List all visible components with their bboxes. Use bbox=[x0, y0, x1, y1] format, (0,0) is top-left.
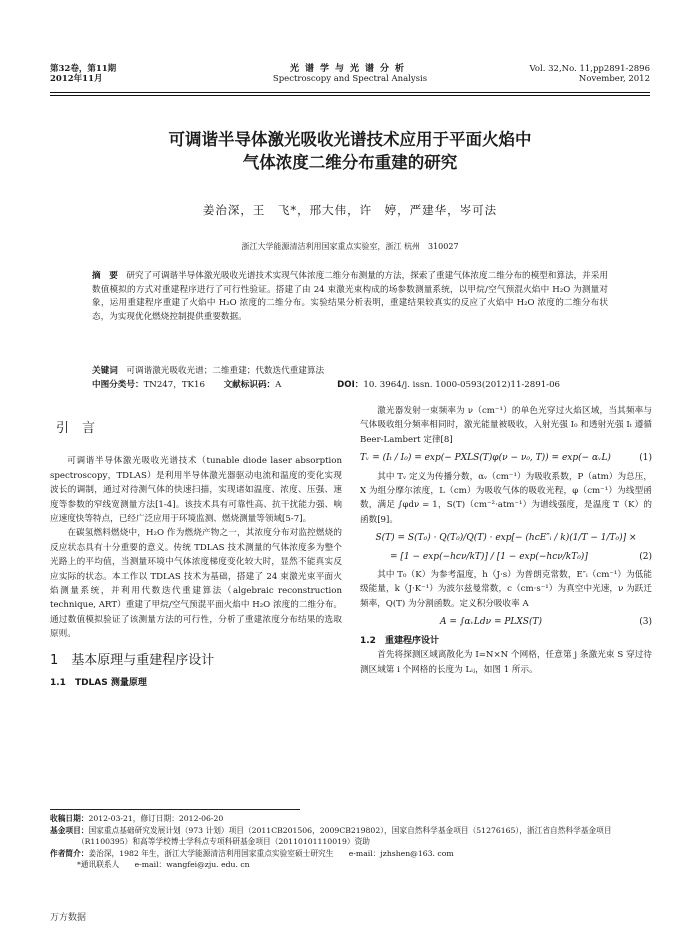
intro-paragraph-1: 可调谐半导体激光吸收光谱技术（tunable diode laser absorption spectroscopy，TDLAS）是利用半导体激光器驱动电流和温度的变化实现波长的调制，通过对待测气体的快速扫描，实现诸如温度、浓度、压强、速度等参数的窄线宽测量方法[1-4]。该技术具有可靠性高、抗干扰能力强、响应速度快等特点，已经广泛应用于环境监测、燃烧测量等领域[5-7]。 bbox=[50, 456, 342, 525]
section-1-1-heading: 1.1 TDLAS 测量原理 bbox=[50, 678, 147, 689]
right-paragraph-4: 首先将探测区域离散化为 I=N×N 个网格，任意第 j 条激光束 S 穿过待测区域第 i 个网格的长度为 Lᵢⱼ，如图 1 所示。 bbox=[360, 650, 652, 675]
keywords-label: 关键词 bbox=[92, 366, 118, 376]
keywords-text: 可调谐激光吸收光谱；二维重建；代数迭代重建算法 bbox=[126, 366, 325, 376]
corresponding-author: *通讯联系人 e-mail：wangfei@zju. edu. cn bbox=[76, 860, 250, 870]
funding: 基金项目：国家重点基础研究发展计划（973 计划）项目（2011CB201506，2009CB219802），国家自然科学基金项目（51276165），浙江省自然科学基金项目（R1100395）和高等学校博士学科点专项科研基金项目（20110101110019）资助 bbox=[50, 825, 612, 847]
clc-value: TN247，TK16 bbox=[143, 379, 205, 390]
section-1-2-heading: 1.2 重建程序设计 bbox=[360, 635, 439, 646]
equation-2-number: (2) bbox=[639, 551, 652, 562]
author-bio: 作者简介：姜治深，1982 年生，浙江大学能源清洁利用国家重点实验室硕士研究生 e-mail：jzhshen@163. com bbox=[50, 848, 454, 858]
keywords-block bbox=[92, 365, 608, 392]
keywords-line bbox=[92, 365, 608, 379]
header-journal-name: 光谱学与光谱分析 Spectroscopy and Spectral Analysis bbox=[272, 64, 428, 84]
header-volume-en: Vol. 32,No. 11,pp2891-2896 November, 2012 bbox=[529, 64, 650, 84]
header-rule-thick bbox=[50, 92, 650, 93]
equation-1-body: Tᵥ = (Iₜ / I₀) = exp(− PXLS(T)φ(ν − ν₀, T)) = exp(− αᵥL) bbox=[360, 453, 611, 464]
left-column bbox=[50, 404, 342, 691]
received-date: 收稿日期：2012-03-21，修订日期：2012-06-20 bbox=[50, 814, 224, 823]
section-1-heading: 1 基本原理与重建程序设计 bbox=[50, 652, 215, 668]
header-volume-zh: 第32卷，第11期 2012年11月 bbox=[50, 64, 117, 84]
right-column bbox=[360, 404, 652, 677]
doc-code-value: A bbox=[275, 379, 282, 390]
doc-code-label: 文献标识码： bbox=[223, 379, 276, 390]
abstract-label: 摘 要 bbox=[92, 271, 118, 281]
footnote-rule bbox=[50, 809, 300, 810]
header-rule-thin bbox=[50, 95, 650, 96]
equation-2b bbox=[360, 550, 652, 564]
abstract bbox=[92, 270, 608, 324]
abstract-text: 研究了可调谐半导体激光吸收光谱技术实现气体浓度二维分布测量的方法，探索了重建气体浓度二维分布的模型和算法，并采用数值模拟的方式对重建程序进行了可行性验证。搭建了由 24 束激光束构成的场参数测量系统，以甲烷/空气预混火焰中 H₂O 为测量对象，运用重建程序重建了火焰中 H₂O 浓度的二维分布。实验结果分析表明，重建结果较真实的反应了火焰中 H₂O 浓度的二维分布状态，为实现优化燃烧控制提供重要数据。 bbox=[92, 271, 608, 322]
equation-3-number: (3) bbox=[639, 617, 652, 628]
equation-2a bbox=[360, 531, 652, 545]
right-paragraph-2: 其中 Tᵥ 定义为传播分数，αᵥ（cm⁻¹）为吸收系数，P（atm）为总压，X 为组分摩尔浓度，L（cm）为吸收气体的吸收光程，φ（cm⁻¹）为线型函数，满足 ∫φdν = 1，S(T)（cm⁻²·atm⁻¹）为谱线强度，是温度 T（K）的函数[9]。 bbox=[360, 471, 652, 525]
intro-heading: 引 言 bbox=[56, 421, 96, 436]
journal-header bbox=[50, 64, 650, 90]
clc-label: 中图分类号： bbox=[92, 379, 144, 390]
equation-3 bbox=[360, 615, 652, 629]
equation-1 bbox=[360, 451, 652, 465]
affiliation: 浙江大学能源清洁利用国家重点实验室，浙江 杭州 310027 bbox=[241, 242, 459, 251]
intro-paragraph-2: 在碳氢燃料燃烧中，H₂O 作为燃烧产物之一，其浓度分布对监控燃烧的反应状态具有十分重要的意义。传统 TDLAS 技术测量的气体浓度多为整个光路上的平均值，当测量环境中气体浓度梯度变化较大时，显然不能真实反应实际的状态。本工作以 TDLAS 技术为基础，搭建了 24 束激光束平面火焰测量系统，并利用代数迭代重建算法（algebraic reconstruction technique, ART）重建了甲烷/空气预混平面火焰中 H₂O 浓度的二维分布。通过数值模拟验证了该测量方法的可行性，分析了重建浓度分布结果的选取原则。 bbox=[50, 528, 342, 640]
author-list: 姜治深，王 飞*，邢大伟，许 婷，严建华，岑可法 bbox=[202, 203, 498, 217]
footnotes bbox=[50, 813, 650, 871]
doi-value: 10. 3964/j. issn. 1000-0593(2012)11-2891-06 bbox=[363, 379, 561, 390]
equation-2b-body: = [1 − exp(−hcν/kT)] / [1 − exp(−hcν/kT₀)] bbox=[390, 551, 588, 562]
equation-1-number: (1) bbox=[639, 453, 652, 464]
paper-title: 可调谐半导体激光吸收光谱技术应用于平面火焰中 气体浓度二维分布重建的研究 bbox=[168, 130, 532, 172]
equation-2a-body: S(T) = S(T₀) · Q(T₀)/Q(T) · exp[− (hcE″ᵢ / k)(1/T − 1/T₀)] × bbox=[375, 533, 637, 544]
right-paragraph-3: 其中 T₀（K）为参考温度，h（J·s）为普朗克常数，E″ᵢ（cm⁻¹）为低能级能量，k（J·K⁻¹）为波尔兹曼常数，c（cm·s⁻¹）为真空中光速，ν 为跃迁频率，Q(T) 为分割函数。定义积分吸收率 A bbox=[360, 570, 652, 609]
classification-line bbox=[92, 379, 608, 393]
equation-3-body: A = ∫αᵥLdν = PLXS(T) bbox=[440, 617, 542, 628]
doi-label: DOI： bbox=[337, 379, 364, 390]
right-paragraph-1: 激光器发射一束频率为 ν（cm⁻¹）的单色光穿过火焰区域，当其频率与气体吸收组分频率相同时，激光能量被吸收，入射光强 I₀ 和透射光强 Iₜ 遵循 Beer-Lambert 定律[8] bbox=[360, 406, 652, 445]
footer-watermark: 万方数据 bbox=[50, 913, 87, 923]
